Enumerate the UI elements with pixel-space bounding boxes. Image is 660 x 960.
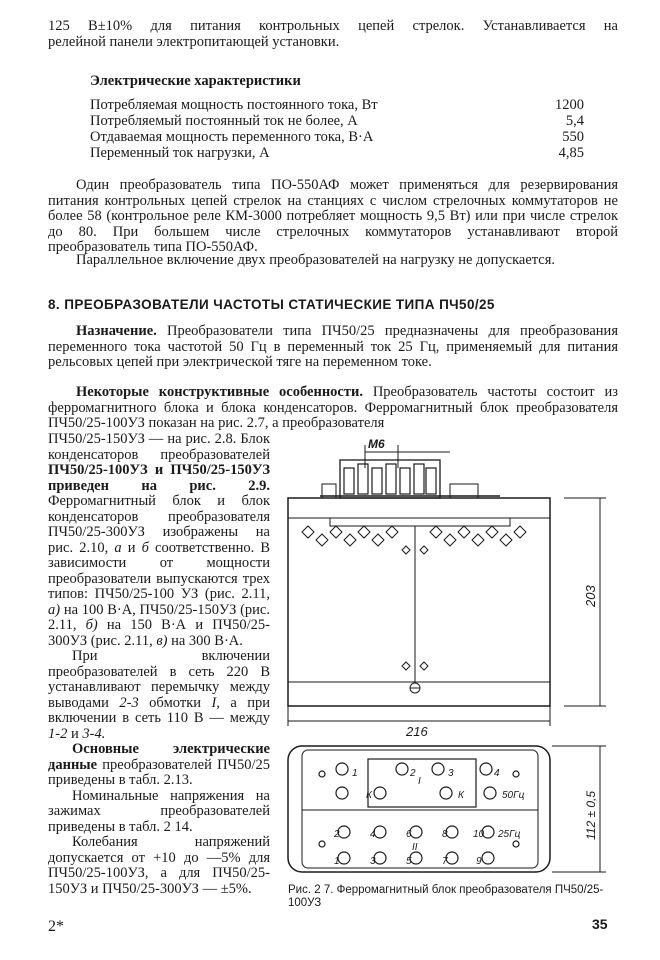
terminal-stud <box>358 464 368 494</box>
terminal-number: 4 <box>494 768 500 779</box>
terminal-number: 1 <box>334 856 340 867</box>
winding-two-label: II <box>412 842 418 853</box>
paragraph-one: Один преобразователь типа ПО-550АФ может применяться для резервирования питания контрольных цепей стрелок на станциях с числом стрелочных коммутаторов не более 58 (контрольное реле КМ-3000 потребляет мощность 9,5 Вт) или при числе стрелок до 80. При большем числе стрелочных коммутаторов устанавливают второй преобразователь типа ПО-550АФ. <box>48 177 618 255</box>
terminal-screw <box>446 852 458 864</box>
purpose-lead: Назначение. <box>76 323 157 339</box>
specs-heading: Электрические характеристики <box>90 73 301 89</box>
terminal-number: 10 <box>473 829 485 840</box>
diamond-pattern-right <box>430 526 526 546</box>
spec-label: Переменный ток нагрузки, А <box>90 145 270 161</box>
specs-table <box>90 97 584 161</box>
text-run: б) <box>85 617 98 633</box>
terminal-stud <box>344 468 354 494</box>
terminal-number: 6 <box>406 829 412 840</box>
page-number: 35 <box>592 916 608 932</box>
text-run: При включении преобразователей в сеть 220 В устанавливают перемычку между выводами <box>48 648 270 711</box>
spec-value: 5,4 <box>565 113 584 129</box>
text-run: 2-3 <box>119 694 139 711</box>
spec-row <box>90 113 584 129</box>
freq-25-label: 25Гц <box>498 829 521 840</box>
terminal-screw <box>338 852 350 864</box>
text-run: на 300 В·А. <box>167 632 243 649</box>
text-run: 1-2 <box>48 725 68 742</box>
terminal-screw <box>374 826 386 838</box>
spec-value: 1200 <box>555 97 584 113</box>
k-label: К <box>458 790 464 801</box>
mount-screw <box>513 841 519 847</box>
spec-row <box>90 97 584 113</box>
purpose-paragraph <box>48 324 618 371</box>
features-paragraph <box>48 385 618 432</box>
terminal-number: 3 <box>370 856 376 867</box>
column-paragraph-3 <box>48 742 270 789</box>
text-run: в) <box>156 632 168 649</box>
diamond-pattern-left <box>302 526 398 546</box>
text-run: Ферромагнитный блок и блок конденсаторов преобразователя ПЧ50/25-300УЗ изображены на рис. 2.10, <box>48 493 270 556</box>
text-run: соответственно. В зависимости от мощности преобразователи выпускаются трех типов: ПЧ50/25-100 УЗ (рис. 2.11, <box>48 539 271 602</box>
terminal-number: 5 <box>406 856 412 867</box>
column-paragraph-5: Колебания напряжений допускается от +10 до —5% для ПЧ50/25-100УЗ, а для ПЧ50/25-150УЗ и ПЧ50/25-300УЗ — ±5%. <box>48 834 270 897</box>
top-view-inner <box>302 750 538 868</box>
text-column <box>48 432 270 897</box>
text-run: преобразователей ПЧ50/25 приведены в табл. 2.13. <box>48 756 270 788</box>
terminal-number: 8 <box>442 829 448 840</box>
spec-row <box>90 129 584 145</box>
purpose-text: Преобразователи типа ПЧ50/25 предназначены для преобразования переменного тока частотой 50 Гц в переменный ток 25 Гц, применяемый для питания рельсовых цепей при электрической тяге на переменном токе. <box>48 323 618 370</box>
terminal-stud <box>426 468 436 494</box>
text-run: на 100 В·А, ПЧ50/25-150УЗ (рис. 2.11, <box>48 601 270 633</box>
figure-ferromagnetic-block <box>280 432 620 877</box>
text-run: и <box>67 725 83 742</box>
block-body <box>288 498 550 706</box>
terminal-stud <box>372 468 382 494</box>
winding-one-label: I <box>418 776 421 787</box>
text-run: обмотки <box>138 694 212 711</box>
terminal-number: 7 <box>442 856 448 867</box>
top-paragraph <box>48 18 618 50</box>
text-run: 3-4. <box>82 725 106 742</box>
text-run: и <box>121 539 142 556</box>
paragraph-two: Параллельное включение двух преобразователей на нагрузку не допускается. <box>76 252 556 268</box>
terminal-screw <box>446 826 458 838</box>
block-top-plate <box>288 498 550 518</box>
terminal-stud <box>414 464 424 494</box>
dim-203-label: 203 <box>583 585 598 607</box>
top-paragraph-line-1: 125 В±10% для питания контрольных цепей стрелок. Устанавливается на <box>48 18 618 34</box>
terminal-number: 9 <box>476 856 482 867</box>
spec-value: 4,85 <box>558 145 584 161</box>
terminal-screw <box>374 787 386 799</box>
dim-112-label: 112 ± 0,5 <box>584 790 598 840</box>
terminal-screw <box>482 852 494 864</box>
text-run: а при включении в сеть 110 В — между <box>48 694 270 726</box>
k-label: К <box>366 790 372 801</box>
text-run: а) <box>48 601 61 618</box>
column-paragraph-2 <box>48 649 270 742</box>
column-paragraph-1 <box>48 432 270 649</box>
top-terminals <box>320 460 500 498</box>
section-title: 8. ПРЕОБРАЗОВАТЕЛИ ЧАСТОТЫ СТАТИЧЕСКИЕ ТИПА ПЧ50/25 <box>48 297 495 312</box>
terminal-screw <box>480 763 492 775</box>
freq-50-label: 50Гц <box>502 790 525 801</box>
spec-row <box>90 145 584 161</box>
terminal-number: 4 <box>370 829 376 840</box>
terminal-number: 2 <box>410 768 416 779</box>
terminal-screw <box>410 826 422 838</box>
features-text: Преобразователь частоты состоит из ферромагнитного блока и блока конденсаторов. Ферромагнитный блок преобразователя ПЧ50/25-100УЗ показан на рис. 2.7, а преобразователя <box>48 384 618 431</box>
terminal-screw <box>440 787 452 799</box>
spec-label: Потребляемая мощность постоянного тока, Вт <box>90 97 378 113</box>
figure-caption: Рис. 2 7. Ферромагнитный блок преобразователя ПЧ50/25-100УЗ <box>288 884 604 909</box>
terminal-screw <box>396 763 408 775</box>
spec-label: Потребляемый постоянный ток не более, А <box>90 113 358 129</box>
text-run: Основные электрические данные <box>48 741 270 773</box>
top-paragraph-line-2: релейной панели электропитающей установки. <box>48 34 340 50</box>
terminal-screw <box>432 763 444 775</box>
terminal-number: 1 <box>352 768 358 779</box>
terminal-screw <box>336 763 348 775</box>
text-run: ПЧ50/25-150УЗ — на рис. 2.8. Блок конденсаторов преобразователей <box>48 431 270 463</box>
dim-m6-label: М6 <box>368 437 385 451</box>
column-paragraph-4: Номинальные напряжения на зажимах преобразователей приведены в табл. 2 14. <box>48 787 270 835</box>
mount-screw <box>319 771 325 777</box>
terminal-housing <box>340 460 440 498</box>
terminal-screw <box>410 852 422 864</box>
terminal-screw <box>336 787 348 799</box>
features-lead: Некоторые конструктивные особенности. <box>76 384 363 400</box>
block-band <box>330 518 510 526</box>
text-run: на 150 В·А и ПЧ50/25-300УЗ (рис. 2.11, <box>48 617 270 649</box>
text-run: I, <box>211 694 220 711</box>
terminal-stud <box>400 468 410 494</box>
terminal-screw <box>374 852 386 864</box>
text-run: ПЧ50/25-100УЗ и ПЧ50/25-150УЗ приведен на рис. 2.9. <box>48 462 270 494</box>
footer-signature-mark: 2* <box>48 918 64 935</box>
lower-terminal-rows <box>319 826 519 864</box>
terminal-number: 3 <box>448 768 454 779</box>
terminal-number: 2 <box>334 829 340 840</box>
terminal-stud <box>386 464 396 494</box>
spec-value: 550 <box>562 129 584 145</box>
terminal-screw <box>338 826 350 838</box>
text-run: б <box>141 539 149 556</box>
dim-216-label: 216 <box>406 724 428 739</box>
mount-screw <box>513 771 519 777</box>
terminal-screw <box>484 787 496 799</box>
mount-screw <box>319 841 325 847</box>
text-run: а <box>114 539 122 556</box>
spec-label: Отдаваемая мощность переменного тока, В·А <box>90 129 374 145</box>
